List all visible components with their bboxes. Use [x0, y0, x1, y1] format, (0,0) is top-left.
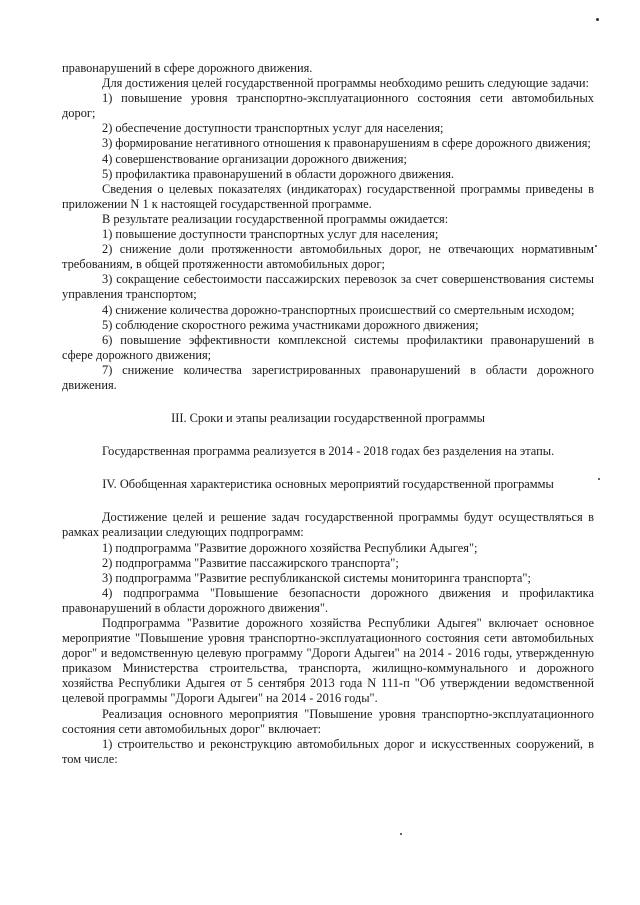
subprogram-item: 4) подпрограмма "Повышение безопасности дорожного движения и профилактика правонарушений в области дорожного движения".: [62, 585, 594, 615]
task-item: 2) обеспечение доступности транспортных услуг для населения;: [102, 121, 444, 136]
scan-speck: [400, 833, 402, 835]
intro-tail: правонарушений в сфере дорожного движения.: [62, 61, 313, 75]
task-item: 3) формирование негативного отношения к правонарушениям в сфере дорожного движения;: [102, 136, 591, 151]
section-3-text: Государственная программа реализуется в 2014 - 2018 годах без разделения на этапы.: [102, 444, 555, 459]
subprogram-item: 2) подпрограмма "Развитие пассажирского транспорта";: [102, 555, 399, 570]
indicators-note: Сведения о целевых показателях (индикаторах) государственной программы приведены в приложении N 1 к настоящей государственной программе.: [62, 181, 594, 211]
result-item: 7) снижение количества зарегистрированных правонарушений в области дорожного движения.: [62, 362, 594, 392]
results-lead: В результате реализации государственной программы ожидается:: [102, 211, 449, 226]
task-item: 1) повышение уровня транспортно-эксплуатационного состояния сети автомобильных дорог;: [62, 91, 594, 121]
implementation-item: 1) строительство и реконструкцию автомобильных дорог и искусственных сооружений, в том числе:: [62, 736, 594, 766]
section-3-title: III. Сроки и этапы реализации государственной программы: [171, 411, 485, 426]
result-item: 5) соблюдение скоростного режима участниками дорожного движения;: [102, 317, 479, 332]
result-item: 4) снижение количества дорожно-транспортных происшествий со смертельным исходом;: [102, 302, 575, 317]
result-item: 2) снижение доли протяженности автомобильных дорог, не отвечающих нормативным требованиям, в общей протяженности автомобильных дорог;: [62, 242, 594, 272]
section-4-title: IV. Обобщенная характеристика основных мероприятий государственной программы: [102, 477, 554, 492]
subprogram-item: 3) подпрограмма "Развитие республиканской системы мониторинга транспорта";: [102, 570, 531, 585]
subprogram-item: 1) подпрограмма "Развитие дорожного хозяйства Республики Адыгея";: [102, 540, 478, 555]
implementation-lead: Реализация основного мероприятия "Повышение уровня транспортно-эксплуатационного состояния сети автомобильных дорог" включает:: [62, 706, 594, 736]
tasks-lead: Для достижения целей государственной программы необходимо решить следующие задачи:: [102, 76, 589, 91]
task-item: 5) профилактика правонарушений в области дорожного движения.: [102, 166, 455, 181]
task-item: 4) совершенствование организации дорожного движения;: [102, 151, 407, 166]
result-item: 1) повышение доступности транспортных услуг для населения;: [102, 227, 439, 242]
subprogram-detail: Подпрограмма "Развитие дорожного хозяйства Республики Адыгея" включает основное мероприятие "Повышение уровня транспортно-эксплуатационного состояния сети автомобильных дорог" и ведомственную целевую программу "Дороги Адыгеи" на 2014 - 2016 годы, утвержденную приказом Министерства строительства, транспорта, жилищно-коммунального и дорожного хозяйства Республики Адыгея от 5 сентября 2013 года N 111-п "Об утверждении ведомственной целевой программы "Дороги Адыгеи" на 2014 - 2016 годы".: [62, 616, 594, 706]
scan-speck: [595, 245, 597, 247]
result-item: 3) сокращение себестоимости пассажирских перевозок за счет совершенствования системы управления транспортом;: [62, 272, 594, 302]
section-4-lead: Достижение целей и решение задач государственной программы будут осуществляться в рамках реализации следующих подпрограмм:: [62, 510, 594, 540]
result-item: 6) повышение эффективности комплексной системы профилактики правонарушений в сфере дорожного движения;: [62, 332, 594, 362]
scan-speck: [596, 18, 599, 21]
scan-speck: [598, 478, 600, 480]
